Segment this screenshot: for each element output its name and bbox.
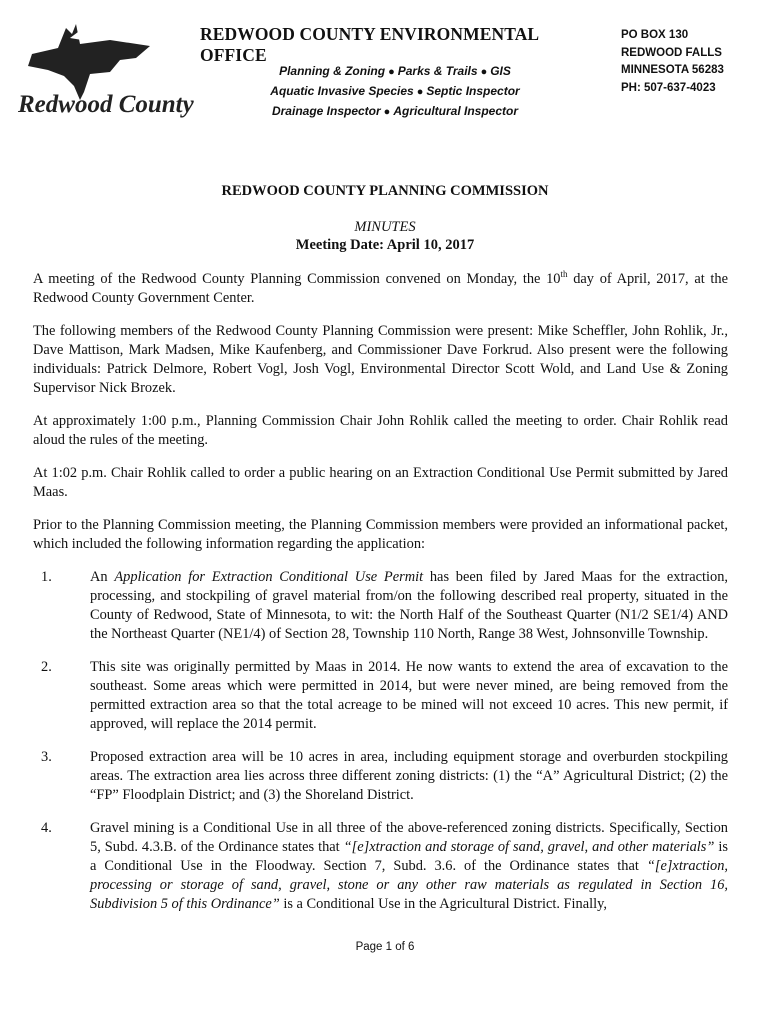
meeting-date: Meeting Date: April 10, 2017 (295, 237, 475, 253)
list-item: 1. An Application for Extraction Conditional Use Permit has been filed by Jared Maas for the extraction, processing, and stockpiling of gravel material from/on the following described real property, situated in the County of Redwood, State of Minnesota, to wit: the North Half of the Southeast Quarter (N1/2 SE1/4) AND the Northeast Quarter (NE1/4) of Section 28, Township 110 North, Range 38 West, Johnsonville Township. (41, 569, 729, 642)
address-phone: PH: 507-637-4023 (621, 81, 716, 94)
list-item: 3. Proposed extraction area will be 10 acres in area, including equipment storage and overburden stockpiling areas. The extraction area lies across three different zoning districts: (1) the “A” Agricultural District; (2) the “FP” Floodplain District; and (3) the Shoreland District. (41, 749, 728, 803)
office-title: REDWOOD COUNTY ENVIRONMENTAL OFFICE (200, 24, 539, 65)
address-state-zip: MINNESOTA 56283 (621, 64, 724, 76)
department-line-1: Planning & Zoning ● Parks & Trails ● GIS (279, 64, 511, 78)
paragraph-call-to-order: At approximately 1:00 p.m., Planning Commission Chair John Rohlik called the meeting to order. Chair Rohlik read aloud the rules of the meeting. (33, 413, 728, 448)
address-po-box: PO BOX 130 (621, 29, 689, 41)
paragraph-attendance: The following members of the Redwood County Planning Commission were present: Mike Scheffler, John Rohlik, Jr., Dave Mattison, Mark Madsen, Mike Kaufenberg, and Commissioner Dave Forkrud. Also present were the following individuals: Patrick Delmore, Robert Vogl, Josh Vogl, Environmental Director Scott Wold, and Land Use & Zoning Supervisor Nick Brozek. (33, 323, 728, 396)
minutes-body (33, 270, 728, 928)
office-address (621, 27, 761, 97)
application-info-list (33, 568, 728, 914)
list-item: 4. Gravel mining is a Conditional Use in all three of the above-referenced zoning districts. Specifically, Section 5, Subd. 4.3.B. of the Ordinance states that “[e]xtraction and storage of sand, gravel, and other materials” is a Conditional Use in the Floodway. Section 7, Subd. 3.6. of the Ordinance states that “[e]xtraction, processing or storage of sand, gravel, stone or any other raw materials as regulated in Section 16, Subdivision 5 of this Ordinance” is a Conditional Use in the Agricultural District. Finally, (41, 820, 728, 912)
address-city: REDWOOD FALLS (621, 46, 722, 59)
list-item: 2. This site was originally permitted by Maas in 2014. He now wants to extend the area of excavation to the southeast. Some areas which were permitted in 2014, but were never mined, are being removed from the permitted extraction area so that the total acreage to be mined will not exceed 10 acres. This new permit, if approved, will replace the 2014 permit. (41, 659, 728, 732)
department-line-2: Aquatic Invasive Species ● Septic Inspector (270, 84, 520, 98)
page-number: Page 1 of 6 (355, 941, 415, 953)
paragraph-packet: Prior to the Planning Commission meeting, the Planning Commission members were provided an informational packet, which included the following information regarding the application: (33, 517, 728, 552)
commission-heading: REDWOOD COUNTY PLANNING COMMISSION (221, 183, 549, 199)
paragraph-convened: A meeting of the Redwood County Planning Commission convened on Monday, the 10th day of April, 2017, at the Redwood County Government Center. (33, 269, 728, 306)
logo-text: Redwood County (18, 91, 194, 118)
department-line-3: Drainage Inspector ● Agricultural Inspector (271, 104, 519, 118)
county-logo (18, 14, 194, 126)
minutes-heading: MINUTES (354, 219, 416, 235)
county-map-silhouette-icon (28, 24, 150, 100)
paragraph-public-hearing: At 1:02 p.m. Chair Rohlik called to order a public hearing on an Extraction Conditional Use Permit submitted by Jared Maas. (33, 465, 728, 500)
